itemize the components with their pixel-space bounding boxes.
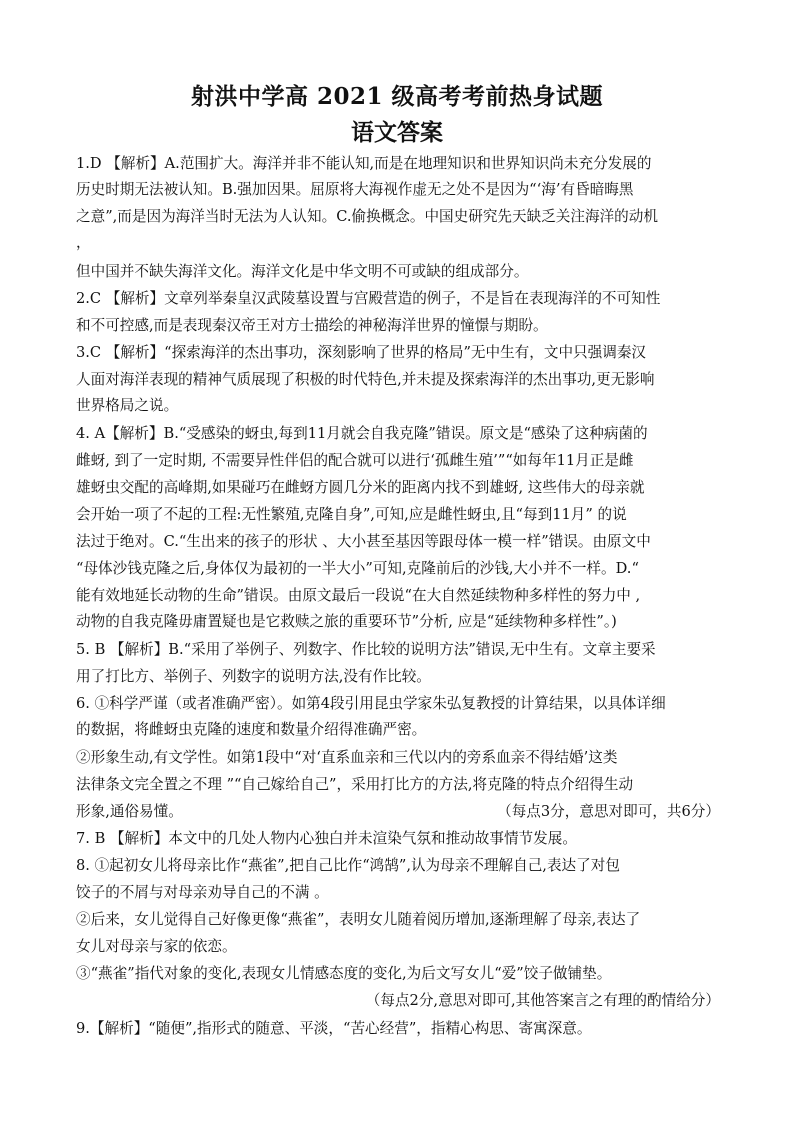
- answer-line: 5. B 【解析】B.“采用了举例子、列数字、作比较的说明方法”错误,无中生有。文章主要采: [76, 641, 656, 658]
- answer-line: 的数据，将雌蚜虫克隆的速度和数量介绍得准确严密。: [76, 721, 427, 738]
- answer-line: 动物的自我克隆毋庸置疑也是它救赎之旅的重要环节”分析, 应是“延续物种多样性”。): [76, 613, 617, 630]
- answer-line: 饺子的不屑与对母亲劝导自己的不满 。: [76, 884, 329, 901]
- answer-line: 之意”,而是因为海洋当时无法为人认知。C.偷换概念。中国史研究先天缺乏关注海洋的动机: [76, 208, 658, 225]
- answer-line: 3.C 【解析】“探索海洋的杰出事功，深刻影响了世界的格局”无中生有，文中只强调秦汉: [76, 344, 647, 361]
- answer-line: “母体沙钱克隆之后,身体仅为最初的一半大小”可知,克隆前后的沙钱,大小并不一样。D.“: [76, 560, 639, 577]
- answer-line: 历史时期无法被认知。B.强加因果。屈原将大海视作虚无之处不是因为“‘海’有昏暗晦黑: [76, 181, 634, 198]
- exam-subtitle: 语文答案: [351, 119, 443, 146]
- answer-line: 雄蚜虫交配的高峰期,如果碰巧在雌蚜方圆几分米的距离内找不到雄蚜, 这些伟大的母亲就: [76, 479, 645, 496]
- answer-line: 形象,通俗易懂。: [76, 803, 183, 820]
- q6-score-note: （每点3分，意思对即可，共6分）: [497, 803, 720, 820]
- answer-line: ，: [76, 234, 91, 251]
- answer-line: ②形象生动,有文学性。如第1段中“对‘直系血亲和三代以内的旁系血亲不得结婚’这类: [76, 749, 618, 766]
- answer-line: 8. ①起初女儿将母亲比作“燕雀”,把自己比作“鸿鹄”,认为母亲不理解自己,表达了对包: [76, 857, 620, 874]
- answer-line: 2.C 【解析】文章列举秦皇汉武陵墓设置与宫殿营造的例子，不是旨在表现海洋的不可知性: [76, 290, 661, 307]
- answer-line: ③“燕雀”指代对象的变化,表现女儿情感态度的变化,为后文写女儿“爱”饺子做铺垫。: [76, 965, 612, 982]
- answer-line: 人面对海洋表现的精神气质展现了积极的时代特色,并未提及探索海洋的杰出事功,更无影响: [76, 371, 655, 388]
- answer-line: 4. A【解析】B.“受感染的蚜虫,每到11月就会自我克隆”错误。原文是“感染了这种病菌的: [76, 425, 648, 442]
- answer-line: 能有效地延长动物的生命”错误。由原文最后一段说“在大自然延续物种多样性的努力中 ,: [76, 587, 641, 604]
- exam-title: 射洪中学高 2021 级高考考前热身试题: [190, 83, 604, 110]
- answer-line: 但中国并不缺失海洋文化。海洋文化是中华文明不可或缺的组成部分。: [76, 263, 529, 280]
- answer-line: 雌蚜, 到了一定时期, 不需要异性伴侣的配合就可以进行‘孤雌生殖’”“如每年11月正是雌: [76, 452, 634, 469]
- q8-score-note: （每点2分,意思对即可,其他答案言之有理的酌情给分）: [365, 992, 720, 1009]
- answer-line: 7. B 【解析】本文中的几处人物内心独白并未渲染气氛和推动故事情节发展。: [76, 830, 577, 847]
- answer-line: 和不可控感,而是表现秦汉帝王对方士描绘的神秘海洋世界的憧憬与期盼。: [76, 317, 548, 334]
- answer-line: 女儿对母亲与家的依恋。: [76, 938, 237, 955]
- answer-line: 9.【解析】“随便”,指形式的随意、平淡，“苦心经营”，指精心构思、寄寓深意。: [76, 1020, 592, 1037]
- answer-line: 法过于绝对。C.“生出来的孩子的形状 、大小甚至基因等跟母体一模一样”错误。由原文中: [76, 533, 651, 550]
- answer-line: 世界格局之说。: [76, 397, 179, 414]
- answer-line: 1.D 【解析】A.范围扩大。海洋并非不能认知,而是在地理知识和世界知识尚未充分发展的: [76, 155, 652, 172]
- answer-line: 6. ①科学严谨（或者准确严密）。如第4段引用昆虫学家朱弘复教授的计算结果，以具体详细: [76, 695, 666, 712]
- answer-line: 用了打比方、举例子、列数字的说明方法,没有作比较。: [76, 668, 431, 685]
- answer-line: 法律条文完全置之不理 ”“自己嫁给自己”，采用打比方的方法,将克隆的特点介绍得生动: [76, 776, 634, 793]
- answer-line: 会开始一项了不起的工程:无性繁殖,克隆自身”,可知,应是雌性蚜虫,且“每到11月” 的说: [76, 506, 627, 523]
- answer-line: ②后来，女儿觉得自己好像更像“燕雀”，表明女儿随着阅历增加,逐渐理解了母亲,表达了: [76, 911, 641, 928]
